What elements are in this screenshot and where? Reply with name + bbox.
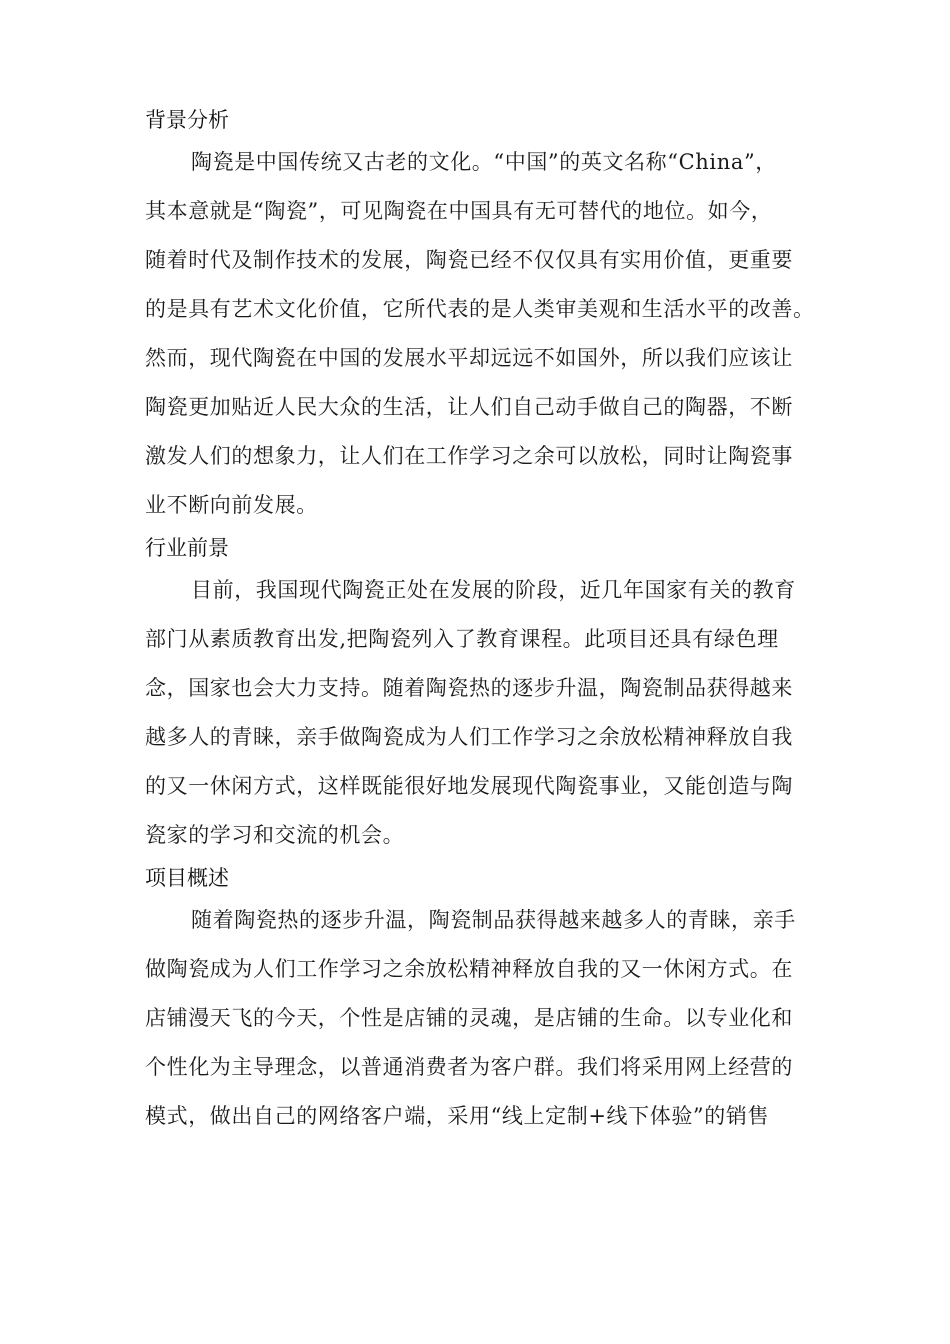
paragraph-background — [145, 138, 817, 530]
paragraph-line: 激发人们的想象力，让人们在工作学习之余可以放松，同时让陶瓷事 — [145, 444, 793, 468]
paragraph-line: 越多人的青睐，亲手做陶瓷成为人们工作学习之余放松精神释放自我 — [145, 725, 793, 749]
paragraph-industry-outlook — [145, 566, 817, 860]
paragraph-line: 陶瓷是中国传统又古老的文化。“中国”的英文名称“China”， — [191, 150, 777, 174]
paragraph-line: 然而，现代陶瓷在中国的发展水平却远远不如国外，所以我们应该让 — [145, 346, 793, 370]
paragraph-line: 的又一休闲方式，这样既能很好地发展现代陶瓷事业，又能创造与陶 — [145, 774, 793, 798]
paragraph-line: 模式，做出自己的网络客户端，采用“线上定制+线下体验”的销售 — [145, 1104, 770, 1128]
section-heading-background: 背景分析 — [145, 108, 229, 132]
paragraph-line: 个性化为主导理念，以普通消费者为客户群。我们将采用网上经营的 — [145, 1055, 793, 1079]
paragraph-line: 随着时代及制作技术的发展，陶瓷已经不仅仅具有实用价值，更重要 — [145, 248, 793, 272]
paragraph-line: 瓷家的学习和交流的机会。 — [145, 823, 405, 847]
paragraph-line: 其本意就是“陶瓷”，可见陶瓷在中国具有无可替代的地位。如今， — [145, 199, 773, 223]
paragraph-line: 店铺漫天飞的今天，个性是店铺的灵魂，是店铺的生命。以专业化和 — [145, 1006, 793, 1030]
paragraph-line: 陶瓷更加贴近人民大众的生活，让人们自己动手做自己的陶器，不断 — [145, 395, 793, 419]
paragraph-line: 部门从素质教育出发,把陶瓷列入了教育课程。此项目还具有绿色理 — [145, 627, 779, 651]
paragraph-line: 随着陶瓷热的逐步升温，陶瓷制品获得越来越多人的青睐，亲手 — [191, 908, 796, 932]
paragraph-line: 目前，我国现代陶瓷正处在发展的阶段，近几年国家有关的教育 — [191, 578, 796, 602]
section-heading-industry-outlook: 行业前景 — [145, 536, 229, 560]
paragraph-line: 念，国家也会大力支持。随着陶瓷热的逐步升温，陶瓷制品获得越来 — [145, 676, 793, 700]
paragraph-line: 的是具有艺术文化价值，它所代表的是人类审美观和生活水平的改善。 — [145, 297, 815, 321]
document-page — [145, 102, 817, 1141]
paragraph-project-overview — [145, 896, 817, 1141]
paragraph-line: 业不断向前发展。 — [145, 493, 318, 517]
section-heading-project-overview: 项目概述 — [145, 866, 229, 890]
paragraph-line: 做陶瓷成为人们工作学习之余放松精神释放自我的又一休闲方式。在 — [145, 957, 793, 981]
